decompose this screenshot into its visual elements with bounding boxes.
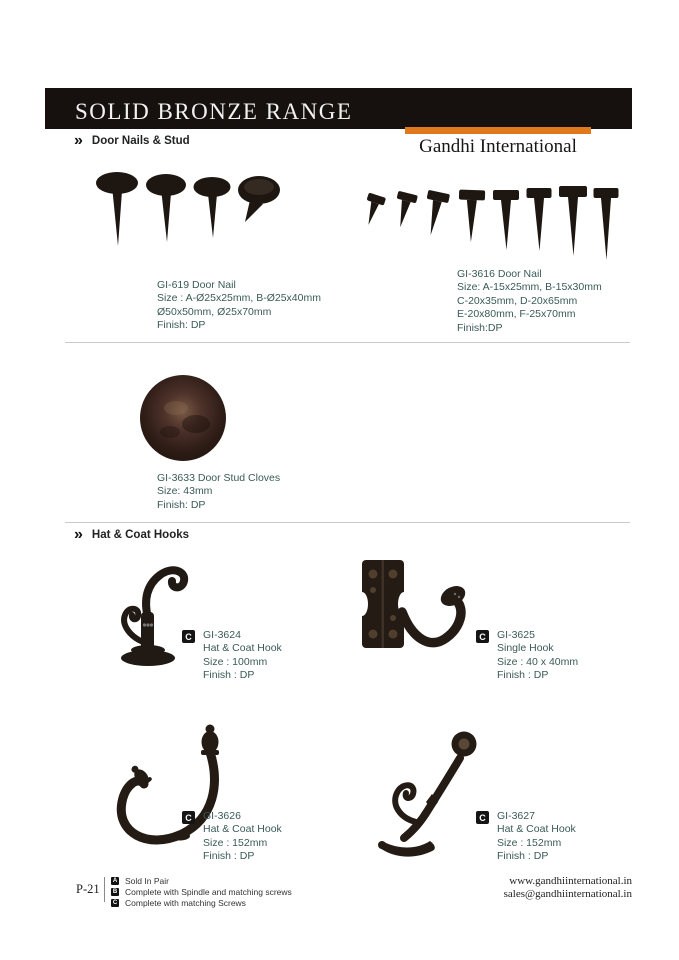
legend-key-badge: C [112,900,118,907]
product-text-gi3616 [457,268,602,335]
website-text: www.gandhiinternational.in [509,875,632,887]
brand-name: Gandhi International [419,136,577,157]
product-size: C-20x35mm, D-20x65mm [457,294,578,307]
product-finish: Finish : DP [497,669,549,682]
product-size: Size: A-15x25mm, B-15x30mm [457,281,602,294]
product-code: GI-3626 [203,810,241,822]
section-divider [65,342,630,343]
product-type: Hat & Coat Hook [203,642,282,655]
product-label-gi3626 [182,810,282,864]
double-chevron-icon: » [74,526,83,543]
product-code: GI-3627 [497,810,535,822]
product-finish: Finish : DP [203,669,255,682]
section-door-nails [74,133,190,149]
product-text-gi3624 [203,629,282,683]
product-text-gi3627 [497,810,576,864]
hook-gi3625-image [352,552,477,664]
brand-accent-bar [405,127,591,134]
section-label: Door Nails & Stud [91,135,190,147]
legend-item-c [111,898,292,908]
product-text-gi3626 [203,810,282,864]
product-code: GI-3616 Door Nail [457,268,542,280]
section-divider [65,522,630,523]
product-finish: Finish: DP [157,319,206,332]
footer-separator [104,877,105,902]
product-type: Hat & Coat Hook [203,823,282,836]
product-type: Hat & Coat Hook [497,823,576,836]
product-code: GI-619 Door Nail [157,279,236,291]
product-label-gi3627 [476,810,576,864]
section-hat-coat-hooks [74,527,189,543]
product-text-gi3633 [157,472,280,512]
spec-legend [111,876,292,908]
product-size: Size : 152mm [203,836,268,849]
legend-text: Sold In Pair [125,876,169,886]
legend-text: Complete with Spindle and matching screws [125,887,292,898]
door-nails-gi619-image [92,168,290,250]
product-finish: Finish: DP [157,498,206,511]
spec-badge: C [476,630,489,643]
legend-item-a [111,876,292,886]
spec-badge: C [182,811,195,824]
product-size: E-20x80mm, F-25x70mm [457,308,576,321]
double-chevron-icon: » [74,132,83,149]
title-banner [45,88,632,129]
product-finish: Finish:DP [457,321,503,334]
legend-key-badge: B [112,889,118,896]
product-size: Size : A-Ø25x25mm, B-Ø25x40mm [157,292,321,305]
product-size: Ø50x50mm, Ø25x70mm [157,305,272,318]
product-text-gi619 [157,279,321,333]
product-finish: Finish : DP [203,850,255,863]
product-label-gi3625 [476,629,578,683]
product-size: Size : 100mm [203,655,268,668]
legend-key-badge: A [112,878,118,884]
product-text-gi3625 [497,629,578,683]
section-label: Hat & Coat Hooks [91,529,190,541]
product-label-gi3624 [182,629,282,683]
contact-info [504,875,632,900]
product-size: Size: 43mm [157,485,213,498]
product-code: GI-3624 [203,629,241,641]
spec-badge: C [476,811,489,824]
legend-item-b [111,887,292,897]
spec-badge: C [182,630,195,643]
product-finish: Finish : DP [497,850,549,863]
page-title: SOLID BRONZE RANGE [75,98,353,124]
door-stud-gi3633-image [138,372,228,464]
email-text: sales@gandhiinternational.in [503,887,632,900]
product-size: Size : 40 x 40mm [497,655,579,668]
product-code: GI-3633 Door Stud Cloves [157,472,281,484]
legend-text: Complete with matching Screws [125,898,246,909]
product-code: GI-3625 [497,629,535,641]
product-type: Single Hook [497,642,554,655]
page-number: P-21 [76,882,100,896]
door-nails-gi3616-image [362,178,627,263]
product-size: Size : 152mm [497,836,562,849]
